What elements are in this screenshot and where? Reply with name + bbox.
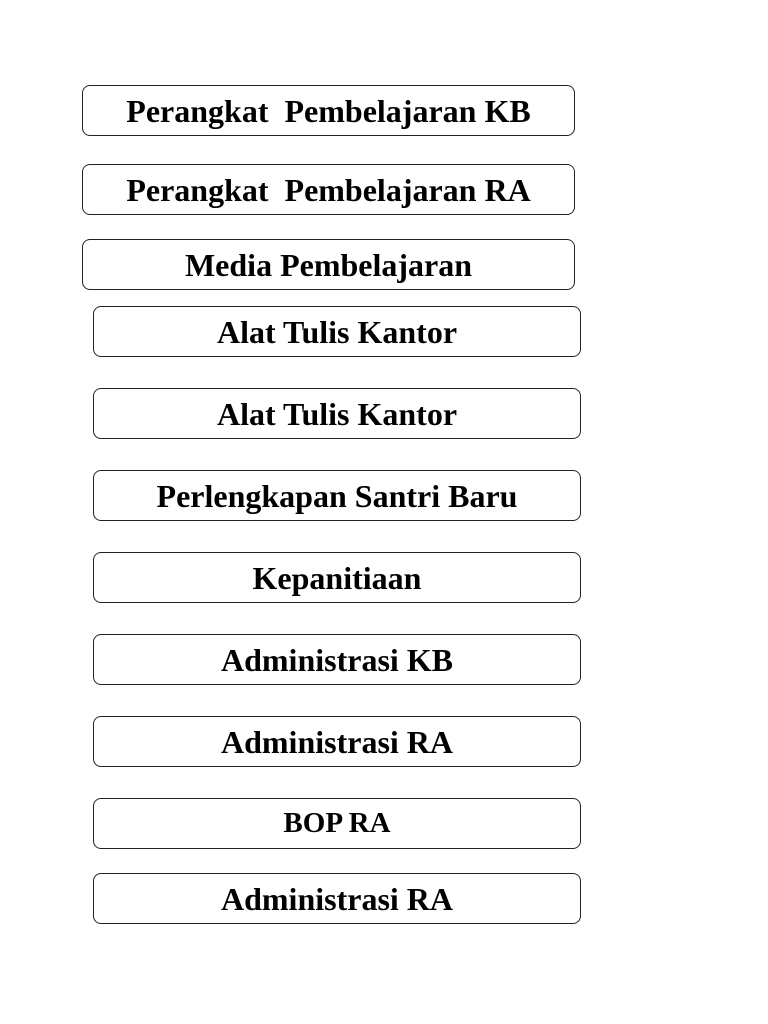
label-perlengkapan-santri-baru: Perlengkapan Santri Baru [93,470,581,521]
label-administrasi-ra-2: Administrasi RA [93,873,581,924]
label-kepanitiaan: Kepanitiaan [93,552,581,603]
label-administrasi-ra-1: Administrasi RA [93,716,581,767]
label-perangkat-pembelajaran-kb: Perangkat Pembelajaran KB [82,85,575,136]
label-administrasi-kb: Administrasi KB [93,634,581,685]
label-alat-tulis-kantor-2: Alat Tulis Kantor [93,388,581,439]
label-perangkat-pembelajaran-ra: Perangkat Pembelajaran RA [82,164,575,215]
label-media-pembelajaran: Media Pembelajaran [82,239,575,290]
label-bop-ra: BOP RA [93,798,581,849]
label-alat-tulis-kantor-1: Alat Tulis Kantor [93,306,581,357]
